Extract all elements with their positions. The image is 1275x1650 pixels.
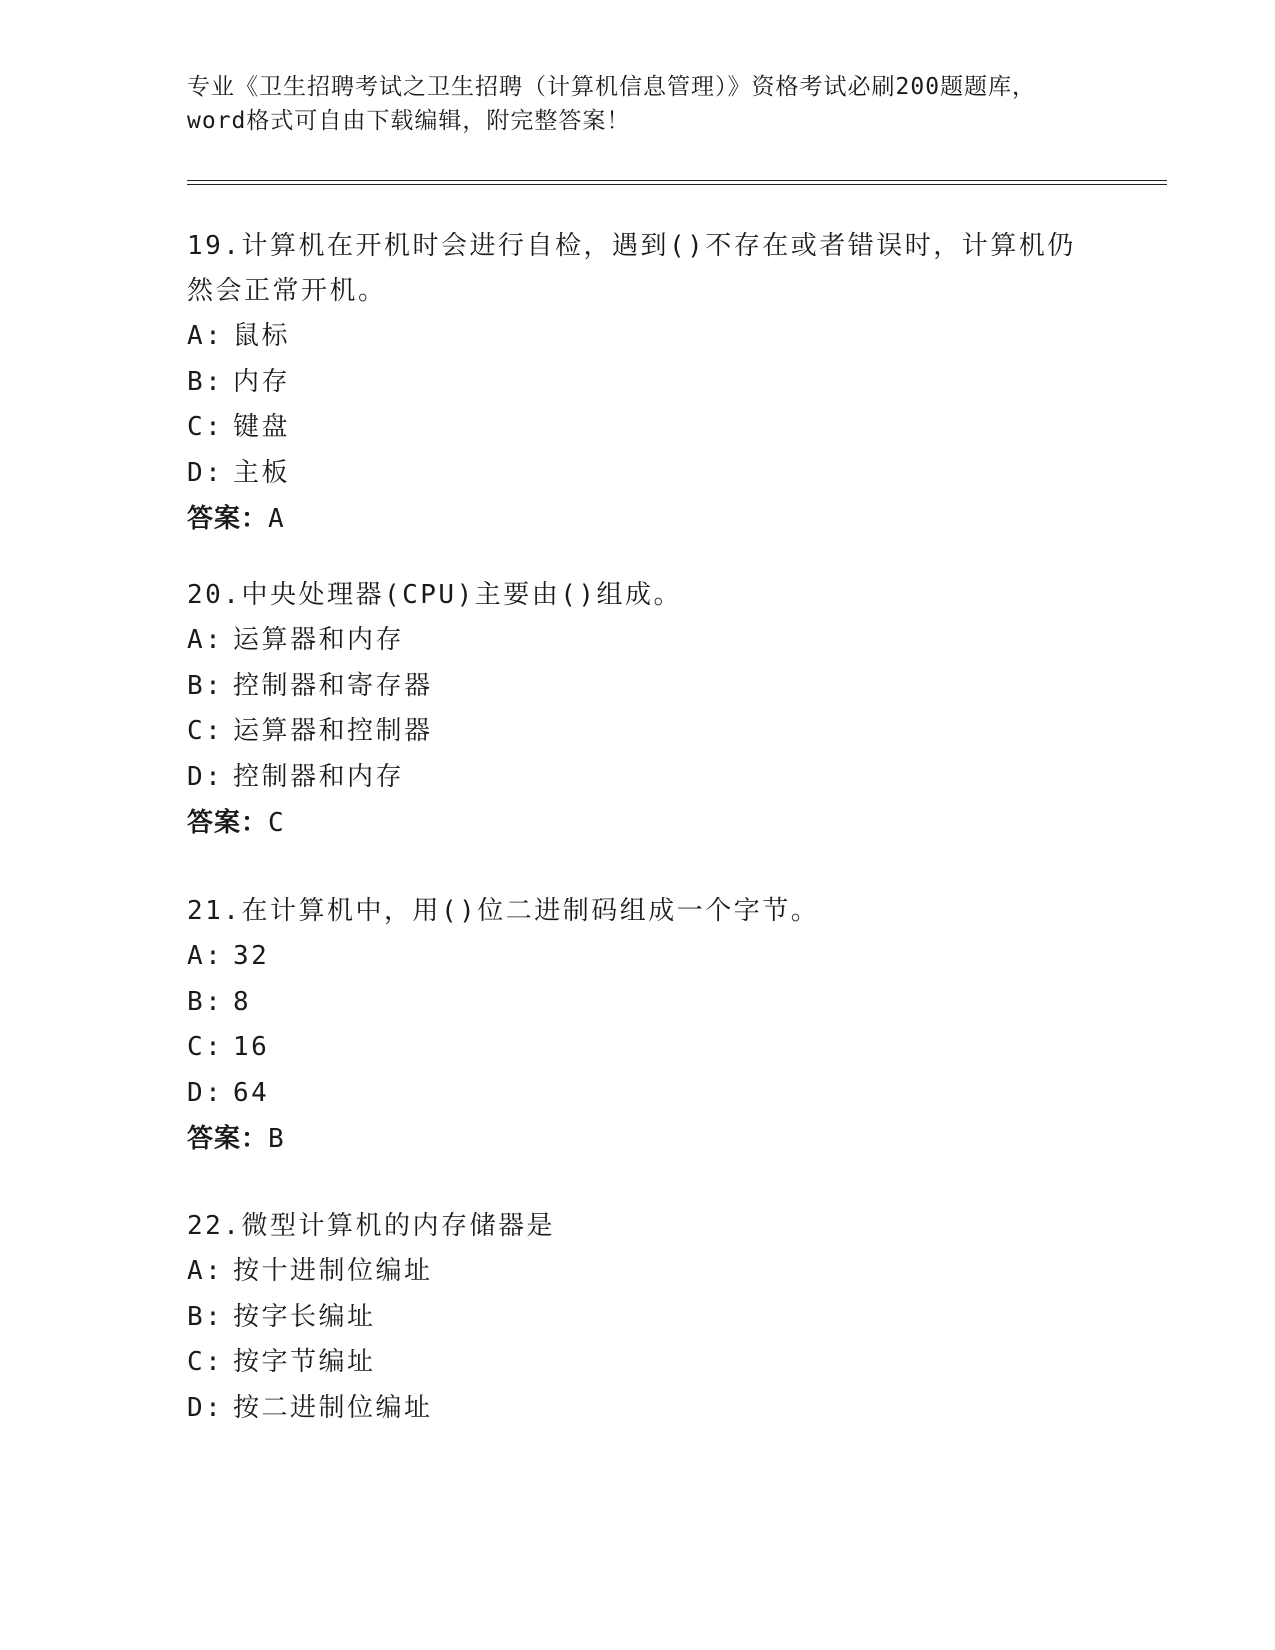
option-text: 鼠标 (233, 321, 291, 351)
option-text: 16 (233, 1032, 270, 1062)
question-stem: 21.在计算机中，用()位二进制码组成一个字节。 (187, 896, 820, 926)
option-d (187, 451, 1087, 497)
answer (187, 496, 1087, 542)
option-text: 按字长编址 (233, 1301, 376, 1332)
question-21 (187, 889, 1087, 1162)
option-letter: D: (187, 1077, 224, 1108)
option-c (187, 709, 1087, 755)
document-header (187, 70, 1087, 138)
header-line-2: word格式可自由下载编辑，附完整答案！ (187, 108, 631, 134)
option-text: 键盘 (233, 412, 291, 442)
answer (187, 1116, 1087, 1162)
option-b (187, 1295, 1087, 1341)
answer-value: C (268, 808, 285, 838)
option-text: 控制器和内存 (233, 761, 405, 792)
question-stem-continued: 然会正常开机。 (187, 276, 387, 306)
question-19 (187, 224, 1087, 542)
option-d (187, 755, 1087, 801)
option-text: 运算器和控制器 (233, 716, 433, 746)
option-text: 64 (233, 1077, 270, 1108)
option-c (187, 1025, 1087, 1071)
header-line-1: 专业《卫生招聘考试之卫生招聘（计算机信息管理）》资格考试必刷200题题库， (187, 74, 1037, 100)
option-text: 主板 (233, 457, 291, 488)
option-b (187, 980, 1087, 1026)
question-22 (187, 1204, 1087, 1431)
option-letter: D: (187, 1392, 224, 1423)
option-a (187, 1249, 1087, 1295)
question-stem: 19.计算机在开机时会进行自检，遇到()不存在或者错误时，计算机仍 (187, 231, 1076, 261)
option-text: 内存 (233, 366, 291, 397)
option-a (187, 618, 1087, 664)
question-20 (187, 573, 1087, 846)
option-letter: B: (187, 1301, 224, 1332)
option-letter: A: (187, 625, 224, 655)
option-text: 按字节编址 (233, 1347, 376, 1377)
option-letter: B: (187, 670, 224, 701)
option-a (187, 934, 1087, 980)
option-letter: D: (187, 761, 224, 792)
option-letter: B: (187, 366, 224, 397)
option-letter: D: (187, 457, 224, 488)
option-text: 按二进制位编址 (233, 1392, 433, 1423)
option-text: 按十进制位编址 (233, 1256, 433, 1286)
option-text: 32 (233, 941, 270, 971)
option-b (187, 664, 1087, 710)
option-letter: C: (187, 1032, 224, 1062)
option-letter: A: (187, 321, 224, 351)
option-letter: A: (187, 1256, 224, 1286)
question-stem: 20.中央处理器(CPU)主要由()组成。 (187, 580, 683, 610)
option-c (187, 405, 1087, 451)
option-text: 8 (233, 986, 252, 1017)
option-b (187, 360, 1087, 406)
option-letter: A: (187, 941, 224, 971)
option-text: 运算器和内存 (233, 625, 405, 655)
question-stem: 22.微型计算机的内存储器是 (187, 1211, 555, 1241)
option-letter: C: (187, 1347, 224, 1377)
answer-value: B (268, 1124, 285, 1154)
option-d (187, 1071, 1087, 1117)
header-divider (187, 180, 1167, 185)
option-letter: B: (187, 986, 224, 1017)
option-letter: C: (187, 716, 224, 746)
option-text: 控制器和寄存器 (233, 670, 433, 701)
option-d (187, 1386, 1087, 1432)
answer-value: A (268, 504, 285, 534)
option-letter: C: (187, 412, 224, 442)
answer-label: 答案： (187, 808, 269, 838)
option-c (187, 1340, 1087, 1386)
answer-label: 答案： (187, 504, 269, 534)
answer (187, 800, 1087, 846)
option-a (187, 314, 1087, 360)
answer-label: 答案： (187, 1124, 269, 1154)
